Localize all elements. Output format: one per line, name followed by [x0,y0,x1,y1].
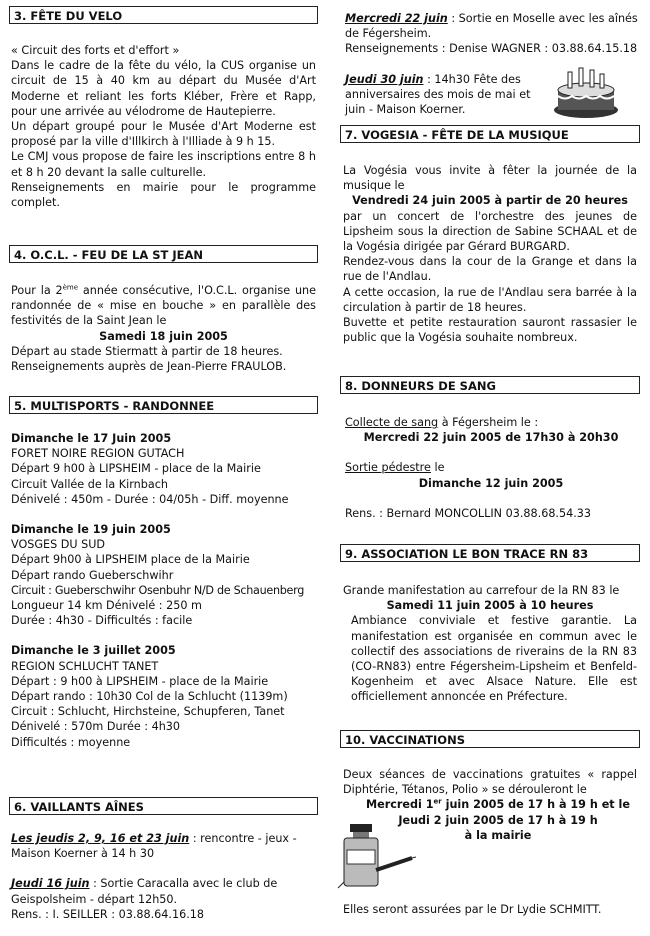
birthday-cake-icon [552,66,620,120]
hike-line: Longueur 14 km Dénivelé : 250 m [11,599,202,613]
hike-line: Circuit : Gueberschwihr Osenbuhr N/D de Schauenberg [11,583,305,597]
section-3-paragraph: Renseignements en mairie pour le programme complet. [11,180,316,210]
hike-line: Dénivelé : 450m - Durée : 04/05h - Diff. moyenne [11,492,289,506]
hike-date: Dimanche le 17 Juin 2005 [11,432,172,445]
blood-drive-date: Mercredi 22 juin 2005 de 17h30 à 20h30 [363,431,619,445]
hike-date: Dimanche le 19 juin 2005 [11,523,171,537]
section-5-header: 5. MULTISPORTS - RANDONNEE [9,396,318,414]
section-4-header: 4. O.C.L. - FEU DE LA ST JEAN [9,245,318,263]
walk-date: Dimanche 12 juin 2005 [418,476,564,490]
hike-line: Difficultés : moyenne [11,735,131,749]
section-7-paragraph: par un concert de l'orchestre des jeunes de Lipsheim sous la direction de Sabine SCHAAL et de la Vogésia dirigée par Gérard BURGARD. [343,209,637,254]
hike-line: REGION SCHLUCHT TANET [11,659,159,673]
section-10-footer [343,902,637,917]
section-7-paragraph: A cette occasion, la rue de l'Andlau sera barrée à la circulation à partir de 18 heures. [343,285,637,314]
vaccine-bottle-icon [336,822,416,892]
hike-line: Durée : 4h30 - Difficultés : facile [11,614,193,628]
seniors-event: Jeudi 16 juin : Sortie Caracalla avec le club de Geispolsheim - départ 12h50. [11,877,278,906]
seniors-contact: Renseignements : Denise WAGNER : 03.88.64.15.18 [345,42,638,56]
section-7-header: 7. VOGESIA - FÊTE DE LA MUSIQUE [340,125,640,143]
section-4-body [11,283,316,374]
section-10-header: 10. VACCINATIONS [340,730,640,748]
hike-line: Départ : 9 h00 à LIPSHEIM - place de la Mairie [11,674,269,688]
section-4-intro: Pour la 2ème année consécutive, l'O.C.L. organise une randonnée de « mise en bouche » en parallèle des festivités de la Saint Jean le [11,283,317,328]
section-5-body [11,431,323,750]
section-3-paragraph: Un départ groupé pour le Musée d'Art Moderne est proposé par la ville d'Illkirch à l'Illiade à 9 h 15. [11,120,316,149]
blood-drive-contact: Rens. : Bernard MONCOLLIN 03.88.68.54.33 [345,506,592,520]
hike-line: VOSGES DU SUD [11,538,106,552]
section-10-paragraph: Elles seront assurées par le Dr Lydie SCHMITT. [343,903,602,916]
section-7-paragraph: La Vogésia vous invite à fêter la journée de la musique le [343,164,637,193]
section-8-header: 8. DONNEURS DE SANG [340,376,640,394]
section-7-body [343,163,637,345]
section-9-body [343,583,637,705]
seniors-event: Les jeudis 2, 9, 16 et 23 juin : rencontre - jeux - Maison Koerner à 14 h 30 [11,832,297,861]
section-3-body [11,43,316,210]
vaccination-date: Jeudi 2 juin 2005 de 17 h à 19 h [398,813,598,827]
section-4-date: Samedi 18 juin 2005 [99,329,228,343]
section-3-subtitle: « Circuit des forts et d'effort » [11,44,180,57]
section-9-paragraph: Grande manifestation au carrefour de la RN 83 le [343,584,620,597]
blood-drive-line: Collecte de sang à Fégersheim le : [345,416,539,429]
hike-line: Départ rando : 10h30 Col de la Schlucht (1139m) [11,690,288,704]
hike-line: Départ 9h00 à LIPSHEIM place de la Mairie [11,553,250,567]
section-7-paragraph: Buvette et petite restauration sauront rassasier le public que la Vogésia souhaite nombreux. [343,316,637,345]
hike-line: FORET NOIRE REGION GUTACH [11,447,185,461]
section-3-paragraph: Dans le cadre de la fête du vélo, la CUS organise un circuit de 15 à 40 km au départ du Musée d'Art Moderne et reliant les forts Kléber, Frère et Rapp, pour une arrivée au vélodrome de Hautepierre. [11,59,316,118]
vaccination-date: Mercredi 1er juin 2005 de 17 h à 19 h et le [366,797,630,812]
section-9-date: Samedi 11 juin 2005 à 10 heures [386,599,594,613]
section-9-paragraph: Ambiance conviviale et festive garantie. La manifestation est organisée en commun avec le collectif des associations de riverains de la RN 83 (CO-RN83) entre Fégersheim-Lipsheim et Benfeld-Kogenheim et avec Alsace Nature. Elle est officiellement annoncée en Préfecture. [351,614,637,704]
seniors-contact: Rens. : I. SEILLER : 03.88.64.16.18 [11,907,204,921]
section-7-paragraph: Rendez-vous dans la cour de la Grange et dans la rue de l'Andlau. [343,255,637,284]
walk-line: Sortie pédestre le [345,461,445,475]
section-9-header: 9. ASSOCIATION LE BON TRACE RN 83 [340,544,640,562]
hike-line: Circuit Vallée de la Kirnbach [11,477,168,491]
hike-line: Dénivelé : 570m Durée : 4h30 [11,720,181,734]
hike-1 [11,431,323,507]
section-3-header: 3. FÊTE DU VELO [9,6,318,24]
seniors-event: Jeudi 30 juin : 14h30 Fête des anniversaires des mois de mai et juin - Maison Koerner. [345,72,531,117]
section-7-date: Vendredi 24 juin 2005 à partir de 20 heures [352,194,628,208]
hike-line: Départ 9 h00 à LIPSHEIM - place de la Mairie [11,462,261,476]
section-4-paragraph: Renseignements auprès de Jean-Pierre FRAULOB. [11,360,287,374]
hike-line: Circuit : Schlucht, Hirchsteine, Schupferen, Tanet [11,705,285,719]
section-10-paragraph: Deux séances de vaccinations gratuites « rappel Diphtérie, Tétanos, Polio » se dérouleront le [343,768,637,797]
hike-line: Départ rando Gueberschwihr [11,568,174,582]
section-8-body [345,415,637,521]
section-6-body [11,831,316,922]
section-4-paragraph: Départ au stade Stiermatt à partir de 18 heures. [11,344,283,358]
vaccination-place: à la mairie [464,828,532,842]
hike-2 [11,522,323,628]
hike-date: Dimanche le 3 juillet 2005 [11,644,176,658]
section-6-header: 6. VAILLANTS AÎNES [9,797,318,815]
hike-3 [11,643,323,749]
seniors-event: Mercredi 22 juin : Sortie en Moselle avec les aînés de Fégersheim. [345,12,638,41]
section-3-paragraph: Le CMJ vous propose de faire les inscriptions entre 8 h et 8 h 20 devant la salle culturelle. [11,150,316,179]
